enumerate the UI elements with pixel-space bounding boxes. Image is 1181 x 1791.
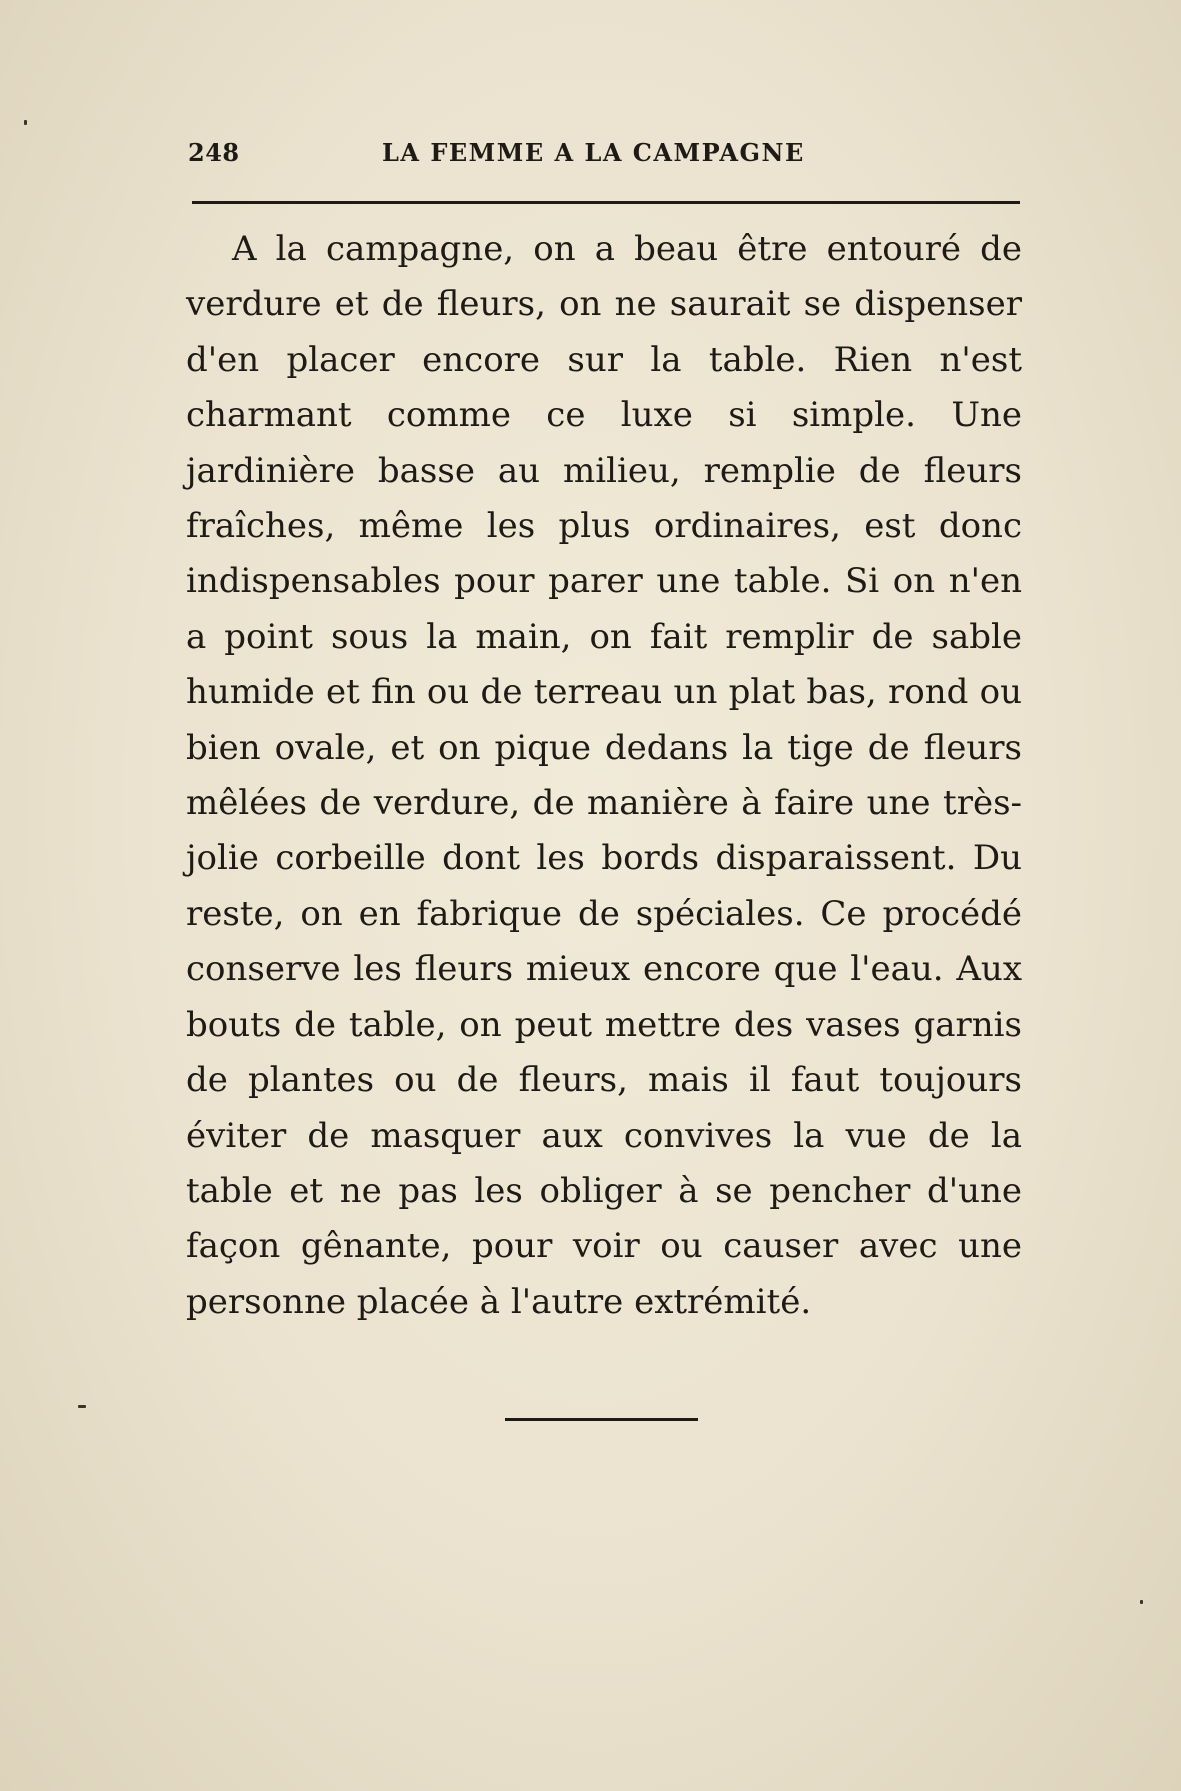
ink-speck	[24, 120, 27, 125]
page-number: 248	[188, 138, 240, 167]
end-rule	[505, 1418, 698, 1421]
paragraph: A la campagne, on a beau être entouré de verdure et de fleurs, on ne saurait se dispenser d'en placer encore sur la table. Rien n'est charmant comme ce luxe si simple. Une jardinière basse au milieu, remplie de fleurs fraîches, même les plus ordinaires, est donc indispensables pour parer une table. Si on n'en a point sous la main, on fait remplir de sable humide et fin ou de terreau un plat bas, rond ou bien ovale, et on pique dedans la tige de fleurs mêlées de verdure, de manière à faire une très-jolie corbeille dont les bords disparaissent. Du reste, on en fabrique de spéciales. Ce procédé conserve les fleurs mieux encore que l'eau. Aux bouts de table, on peut mettre des vases garnis de plantes ou de fleurs, mais il faut toujours éviter de masquer aux convives la vue de la table et ne pas les obliger à se pencher d'une façon gênante, pour voir ou causer avec une personne placée à l'autre extrémité.	[186, 229, 1022, 1322]
running-title: LA FEMME A LA CAMPAGNE	[382, 138, 805, 167]
body-text	[186, 222, 1022, 1330]
ink-speck	[1140, 1600, 1143, 1604]
ink-speck	[78, 1405, 86, 1408]
running-head	[188, 138, 1018, 174]
header-rule	[192, 201, 1020, 204]
